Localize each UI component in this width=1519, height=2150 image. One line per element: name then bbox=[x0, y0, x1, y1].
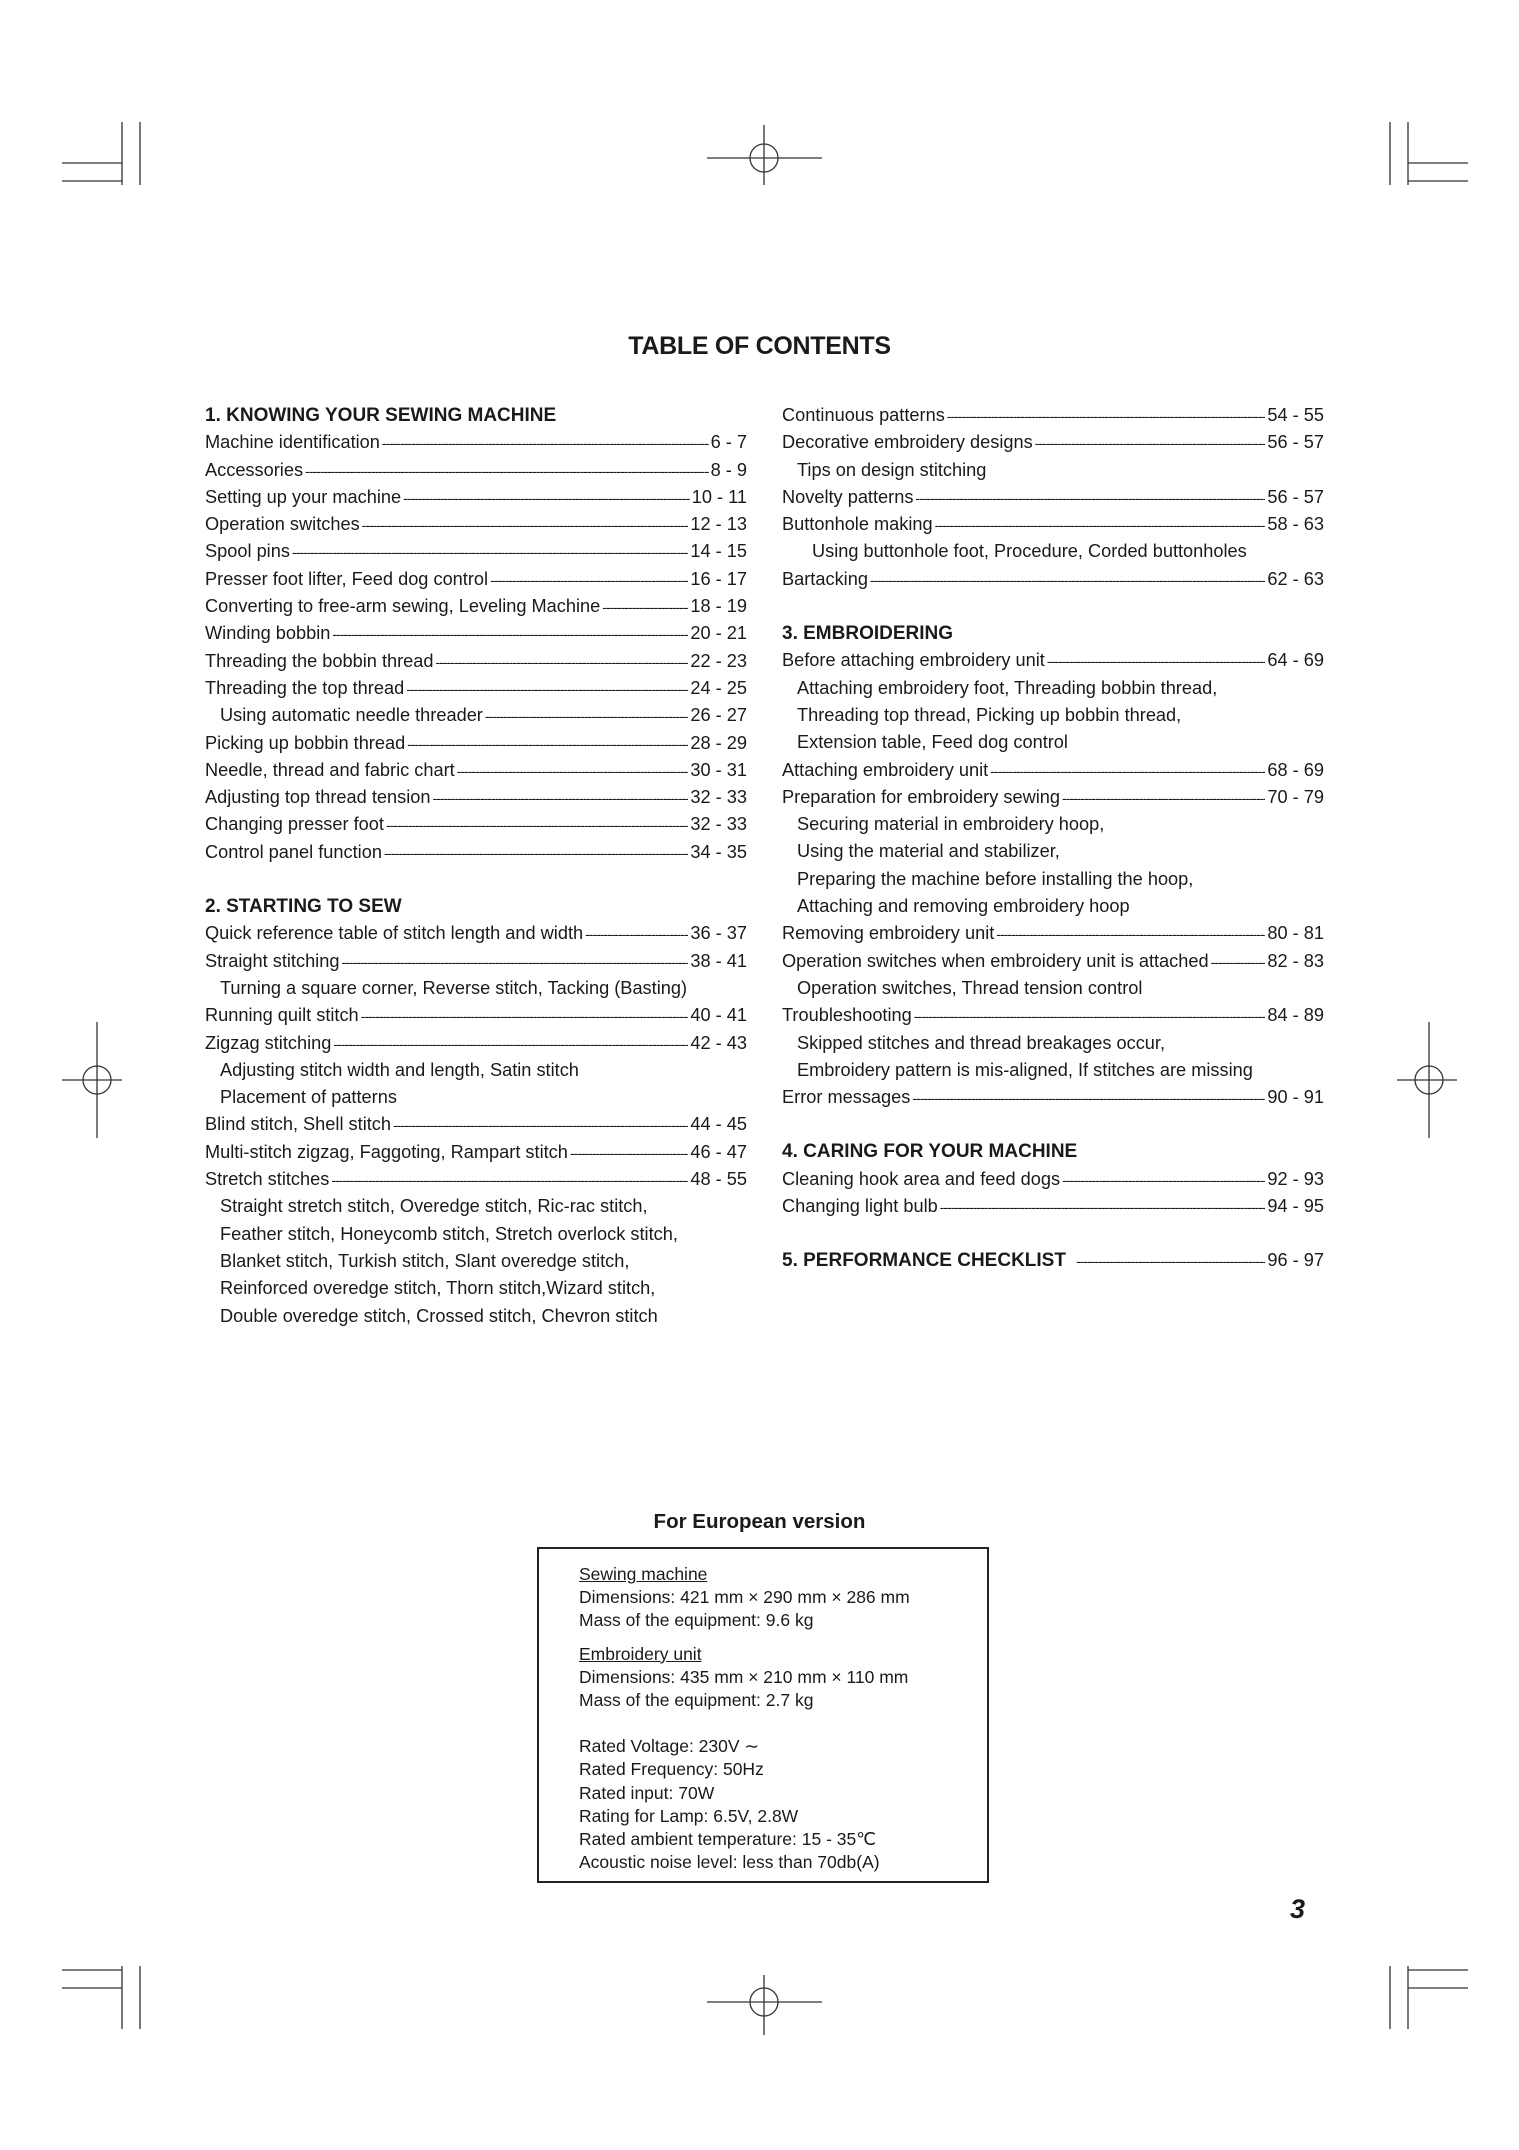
toc-subentry: Preparing the machine before installing the hoop, bbox=[797, 868, 1194, 889]
toc-entry[interactable]: Converting to free-arm sewing, Leveling Machine ----- 18 - 19 bbox=[205, 593, 747, 620]
toc-entry[interactable]: Machine identification ----- 6 - 7 bbox=[205, 429, 747, 456]
section-heading-2: 2. STARTING TO SEW bbox=[205, 896, 402, 918]
acoustic-noise: Acoustic noise level: less than 70db(A) bbox=[579, 1852, 880, 1873]
toc-subentry: Threading top thread, Picking up bobbin thread, bbox=[797, 704, 1182, 725]
toc-entry[interactable]: Decorative embroidery designs ----- 56 - 57 bbox=[782, 429, 1324, 456]
toc-subentry: Blanket stitch, Turkish stitch, Slant overedge stitch, bbox=[220, 1250, 630, 1271]
toc-subentry: Tips on design stitching bbox=[797, 459, 987, 480]
section-heading-4: 4. CARING FOR YOUR MACHINE bbox=[782, 1141, 1078, 1163]
section-heading-1: 1. KNOWING YOUR SEWING MACHINE bbox=[205, 405, 557, 426]
toc-subentry: Attaching embroidery foot, Threading bobbin thread, bbox=[797, 677, 1218, 698]
toc-entry[interactable]: Control panel function ----- 34 - 35 bbox=[205, 839, 747, 866]
toc-subentry: Placement of patterns bbox=[220, 1087, 397, 1108]
toc-entry[interactable]: Threading the bobbin thread ----- 22 - 23 bbox=[205, 648, 747, 675]
toc-entry[interactable]: Before attaching embroidery unit ----- 64 - 69 bbox=[782, 647, 1324, 674]
toc-entry[interactable]: Using automatic needle threader ----- 26 - 27 bbox=[205, 702, 747, 729]
toc-entry[interactable]: Spool pins ----- 14 - 15 bbox=[205, 538, 747, 565]
embroidery-unit-heading: Embroidery unit bbox=[579, 1643, 702, 1664]
toc-entry[interactable]: Troubleshooting ----- 84 - 89 bbox=[782, 1002, 1324, 1029]
toc-subentry: Extension table, Feed dog control bbox=[797, 732, 1068, 753]
toc-left-column bbox=[205, 402, 747, 1330]
toc-entry[interactable]: Setting up your machine ----- 10 - 11 bbox=[205, 484, 747, 511]
toc-entry[interactable]: Straight stitching ----- 38 - 41 bbox=[205, 948, 747, 975]
toc-entry[interactable]: Buttonhole making ----- 58 - 63 bbox=[782, 511, 1324, 538]
toc-entry[interactable]: Removing embroidery unit ----- 80 - 81 bbox=[782, 920, 1324, 947]
embroidery-unit-mass: Mass of the equipment: 2.7 kg bbox=[579, 1690, 814, 1711]
toc-entry[interactable]: Needle, thread and fabric chart ----- 30 - 31 bbox=[205, 757, 747, 784]
toc-subentry: Embroidery pattern is mis-aligned, If stitches are missing bbox=[797, 1059, 1253, 1080]
toc-entry[interactable]: Operation switches ----- 12 - 13 bbox=[205, 511, 747, 538]
toc-subentry: Skipped stitches and thread breakages occur, bbox=[797, 1032, 1166, 1053]
toc-entry[interactable]: Running quilt stitch ----- 40 - 41 bbox=[205, 1002, 747, 1029]
toc-entry[interactable]: Accessories ----- 8 - 9 bbox=[205, 457, 747, 484]
rated-voltage: Rated Voltage: 230V ∼ bbox=[579, 1736, 760, 1757]
section-heading-3: 3. EMBROIDERING bbox=[782, 623, 954, 645]
toc-entry[interactable]: Error messages ----- 90 - 91 bbox=[782, 1084, 1324, 1111]
toc-subentry: Reinforced overedge stitch, Thorn stitch,Wizard stitch, bbox=[220, 1278, 656, 1299]
toc-subentry: Using the material and stabilizer, bbox=[797, 841, 1060, 862]
toc-subentry: Adjusting stitch width and length, Satin stitch bbox=[220, 1059, 579, 1080]
page-title: TABLE OF CONTENTS bbox=[628, 332, 891, 360]
toc-entry[interactable]: Bartacking ----- 62 - 63 bbox=[782, 566, 1324, 593]
rated-frequency: Rated Frequency: 50Hz bbox=[579, 1759, 764, 1780]
toc-subentry: Straight stretch stitch, Overedge stitch, Ric-rac stitch, bbox=[220, 1196, 648, 1217]
toc-entry[interactable]: Threading the top thread ----- 24 - 25 bbox=[205, 675, 747, 702]
page-number: 3 bbox=[1290, 1894, 1306, 1924]
ambient-temperature: Rated ambient temperature: 15 - 35℃ bbox=[579, 1829, 876, 1850]
toc-entry[interactable]: Presser foot lifter, Feed dog control ----- 16 - 17 bbox=[205, 566, 747, 593]
sewing-machine-dimensions: Dimensions: 421 mm × 290 mm × 286 mm bbox=[579, 1587, 910, 1608]
toc-subentry: Feather stitch, Honeycomb stitch, Stretch overlock stitch, bbox=[220, 1223, 678, 1244]
toc-entry[interactable]: Quick reference table of stitch length and width ----- 36 - 37 bbox=[205, 920, 747, 947]
sewing-machine-mass: Mass of the equipment: 9.6 kg bbox=[579, 1610, 814, 1631]
toc-entry[interactable]: Zigzag stitching ----- 42 - 43 bbox=[205, 1030, 747, 1057]
toc-subentry: Turning a square corner, Reverse stitch, Tacking (Basting) bbox=[220, 977, 688, 998]
toc-subentry: Double overedge stitch, Crossed stitch, Chevron stitch bbox=[220, 1305, 658, 1326]
toc-entry[interactable]: Attaching embroidery unit ----- 68 - 69 bbox=[782, 757, 1324, 784]
toc-right-column bbox=[782, 402, 1324, 1275]
toc-subentry: Attaching and removing embroidery hoop bbox=[797, 896, 1130, 917]
toc-entry[interactable]: Cleaning hook area and feed dogs ----- 92 - 93 bbox=[782, 1166, 1324, 1193]
toc-entry[interactable]: Winding bobbin ----- 20 - 21 bbox=[205, 620, 747, 647]
toc-entry[interactable]: Continuous patterns ----- 54 - 55 bbox=[782, 402, 1324, 429]
toc-entry[interactable]: Novelty patterns ----- 56 - 57 bbox=[782, 484, 1324, 511]
sewing-machine-heading: Sewing machine bbox=[579, 1564, 708, 1584]
toc-entry[interactable]: Changing light bulb ----- 94 - 95 bbox=[782, 1193, 1324, 1220]
toc-entry[interactable]: Picking up bobbin thread ----- 28 - 29 bbox=[205, 730, 747, 757]
toc-entry[interactable]: Preparation for embroidery sewing ----- 70 - 79 bbox=[782, 784, 1324, 811]
toc-entry[interactable]: Stretch stitches ----- 48 - 55 bbox=[205, 1166, 747, 1193]
toc-entry[interactable]: Blind stitch, Shell stitch ----- 44 - 45 bbox=[205, 1111, 747, 1138]
european-version-title: For European version bbox=[653, 1510, 866, 1533]
rated-input: Rated input: 70W bbox=[579, 1782, 715, 1803]
toc-entry[interactable]: Changing presser foot ----- 32 - 33 bbox=[205, 811, 747, 838]
embroidery-unit-dimensions: Dimensions: 435 mm × 210 mm × 110 mm bbox=[579, 1666, 909, 1687]
section-heading-5[interactable]: 5. PERFORMANCE CHECKLIST ----- 96 - 97 bbox=[782, 1247, 1324, 1274]
toc-subentry: Securing material in embroidery hoop, bbox=[797, 814, 1105, 835]
toc-entry[interactable]: Adjusting top thread tension ----- 32 - 33 bbox=[205, 784, 747, 811]
toc-subentry: Using buttonhole foot, Procedure, Corded buttonholes bbox=[812, 541, 1247, 562]
specifications-box bbox=[537, 1547, 989, 1883]
toc-subentry: Operation switches, Thread tension control bbox=[797, 977, 1143, 998]
toc-entry[interactable]: Multi-stitch zigzag, Faggoting, Rampart stitch ----- 46 - 47 bbox=[205, 1139, 747, 1166]
toc-entry[interactable]: Operation switches when embroidery unit is attached ----- 82 - 83 bbox=[782, 948, 1324, 975]
rating-lamp: Rating for Lamp: 6.5V, 2.8W bbox=[579, 1805, 799, 1826]
